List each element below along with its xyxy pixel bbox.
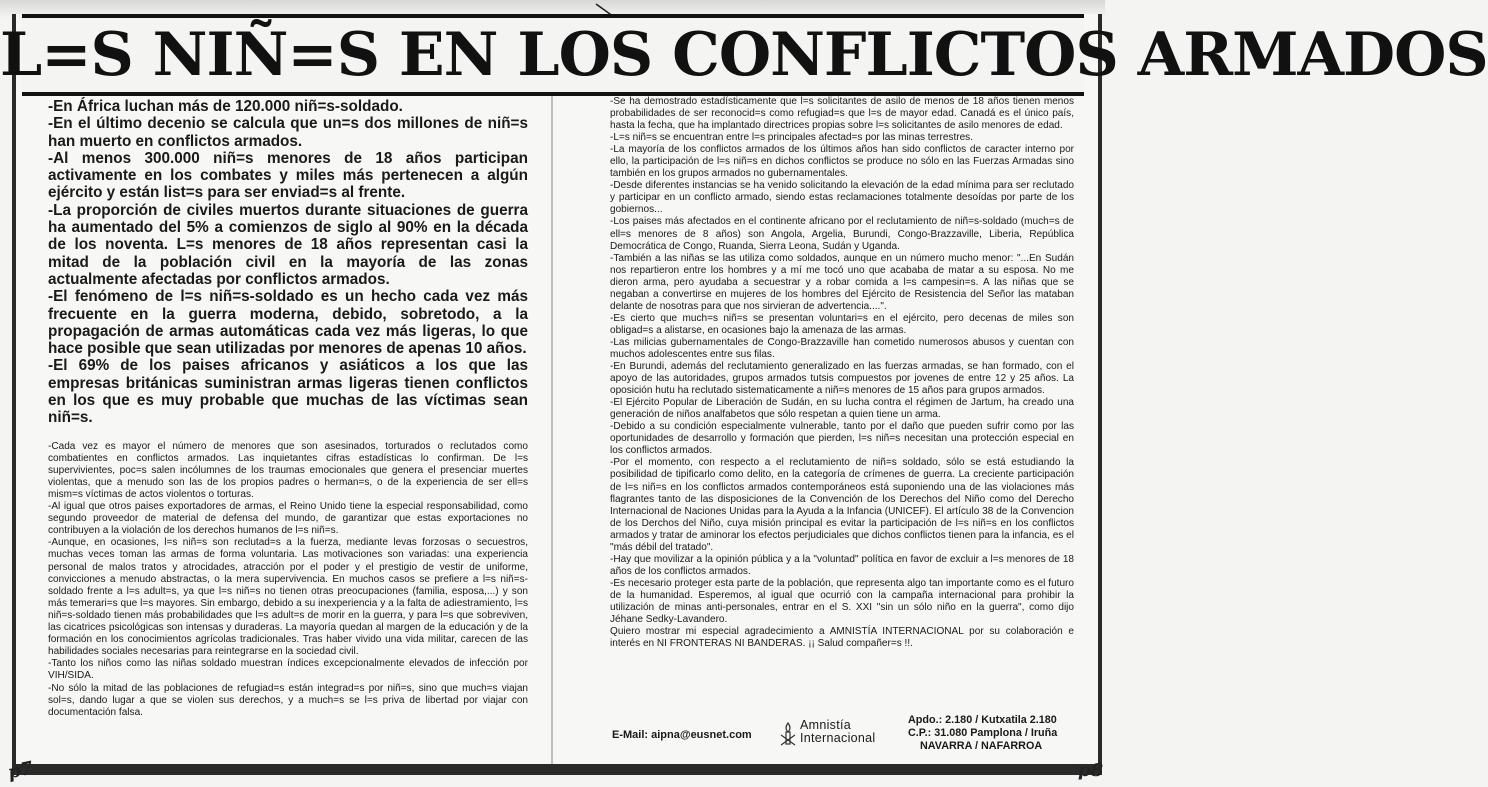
body-paragraph: -Debido a su condición especialmente vulnerable, tanto por el daño que pueden sufrir como por las oportunidades de desarrollo y formación que pierden, l=s niñ=s necesitan una protección especial en los conflictos armados. (610, 421, 1074, 457)
page-title: L=S NIÑ=S EN LOS CONFLICTOS ARMADOS (0, 20, 1488, 90)
body-paragraph: -Aunque, en ocasiones, l=s niñ=s son reclutad=s a la fuerza, mediante levas forzosas o secuestros, muchas veces toman las armas de forma voluntaria. Las motivaciones son variadas: una experiencia personal de malos tratos y atrocidades, atracción por el poder y el prestigio de vestir de uniforme, convicciones a menudo abstractas, o la mera supervivencia. En muchos casos se prefiere a l=s niñ=s-soldado frente a l=s adult=s, ya que l=s niñ=s no tienen otras preocupaciones (familia, esposa,...) y son más temerari=s que l=s mayores. Sin embargo, debido a su inexperiencia y a la falta de adiestramiento, l=s niñ=s-soldado tienen más probabilidades que l=s adult=s de morir en la guerra, y para l=s que sobreviven, las cicatrices psicológicas son intensas y duraderas. La mayoría quedan al margen de la educación y de la formación en los conocimientos agrícolas tradicionales. Tras haber vivido una vida militar, carecen de las habilidades sociales necesarias para reintegrarse en la sociedad civil. (48, 537, 528, 658)
bottom-border (12, 764, 1098, 774)
left-body-text (48, 441, 528, 719)
body-paragraph: -En Burundi, además del reclutamiento generalizado en las fuerzas armadas, se han formado, con el apoyo de las autoridades, grupos armados tutsis compuestos por jovenes de entre 12 y 25 años. La oposición hutu ha reclutado sistematicamente a niñ=s menores de 15 años para grupos armados. (610, 361, 1074, 397)
body-paragraph: -También a las niñas se las utiliza como soldados, aunque en un número mucho menor: "...En Sudán nos repartieron entre los hombres y a mí me tocó uno que acababa de matar a su esposa. No me dieron arma, pero ayudaba a secuestrar y a robar comida a l=s campesin=s. A las niñas que se negaban a convertirse en mujeres de los hombres del Ejército de Resistencia del Señor las mataban delante de nosotras para que nos sirvieran de advertencia....". (610, 252, 1074, 312)
body-paragraph: -Hay que movilizar a la opinión pública y a la "voluntad" política en favor de excluir a l=s menores de 18 años de los conflictos armados. (610, 553, 1074, 577)
body-paragraph: -La mayoría de los conflictos armados de los últimos años han sido conflictos de caracter interno por ello, la participación de l=s niñ=s en dichos conflictos se produce no sólo en las Fuerzas Armadas sino también en los grupos armados no gubernamentales. (610, 144, 1074, 180)
center-fold (551, 96, 553, 766)
body-paragraph: -L=s niñ=s se encuentran entre l=s principales afectad=s por las minas terrestres. (610, 132, 973, 144)
body-paragraph: -Desde diferentes instancias se ha venido solicitando la elevación de la edad mínima para ser reclutado y participar en un conflicto armado, siendo estas reclamaciones totalmente desoídas por parte de los gobiernos... (610, 180, 1074, 216)
right-body-text (610, 96, 1074, 650)
page-number-right: p8 (1078, 760, 1104, 781)
postal-address (908, 714, 1068, 753)
body-paragraph: -Al igual que otros paises exportadores de armas, el Reino Unido tiene la especial responsabilidad, como segundo proveedor de material de defensa del mundo, de garantizar que estas exportaciones no contribuyen a la violación de los derechos humanos de l=s niñ=s. (48, 501, 528, 537)
body-paragraph: -Las milicias gubernamentales de Congo-Brazzaville han cometido numerosos abusos y cuentan con muchos adolescentes entre sus filas. (610, 336, 1074, 360)
logo-line: Internacional (800, 731, 876, 745)
acknowledgement: Quiero mostrar mi especial agradecimiento a AMNISTÍA INTERNACIONAL por su colaboración e interés en NI FRONTERAS NI BANDERAS. ¡¡ Salud compañer=s !!. (610, 626, 1074, 650)
body-paragraph: -No sólo la mitad de las poblaciones de refugiad=s están integrad=s por niñ=s, sino que much=s viajan sol=s, dando lugar a que se violen sus derechos, y a much=s se l=s priva de libertad por viajar con documentación falsa. (48, 682, 528, 718)
logo-line: Amnistía (800, 718, 852, 732)
body-paragraph: -Es cierto que much=s niñ=s se presentan voluntari=s en el ejército, pero decenas de miles son obligad=s a alistarse, en ocasiones bajo la amenaza de las armas. (610, 312, 1074, 336)
page-number-left: p7 (6, 757, 36, 784)
body-paragraph: -El Ejército Popular de Liberación de Sudán, en su lucha contra el régimen de Jartum, ha creado una generación de niños analfabetos que sólo respetan a quien tiene un arma. (610, 397, 1074, 421)
address-line: NAVARRA / NAFARROA (920, 740, 1043, 752)
candle-icon (780, 721, 796, 749)
address-line: Apdo.: 2.180 / Kutxatila 2.180 (908, 714, 1057, 726)
body-paragraph: -Los paises más afectados en el continente africano por el reclutamiento de niñ=s-soldado (much=s de ell=s menores de 8 años) son Angola, Argelia, Burundi, Congo-Brazzaville, Liberia, República Democrática de Congo, Ruanda, Sierra Leona, Sudán y Uganda. (610, 216, 1074, 252)
fact-paragraph: -En el último decenio se calcula que un=s dos millones de niñ=s han muerto en conflictos armados. (48, 115, 528, 150)
fact-paragraph: -Al menos 300.000 niñ=s menores de 18 años participan activamente en los combates y miles más pertenecen a algún ejército y están list=s para ser enviad=s al frente. (48, 149, 528, 202)
body-paragraph: -Es necesario proteger esta parte de la población, que representa algo tan importante como es el futuro de la humanidad. Esperemos, al igual que ocurrió con la campaña internacional para prohibir la utilización de minas anti-personales, entrar en el S. XXI "sin un sólo niño en la guerra", como dijo Jéhane Sedky-Lavandero. (610, 577, 1074, 626)
body-paragraph: -Tanto los niños como las niñas soldado muestran índices excepcionalmente elevados de infección por VIH/SIDA. (48, 658, 528, 682)
fact-paragraph: -En África luchan más de 120.000 niñ=s-soldado. (48, 98, 403, 115)
contact-email: E-Mail: aipna@eusnet.com (612, 729, 752, 741)
fact-paragraph: -El fenómeno de l=s niñ=s-soldado es un hecho cada vez más frecuente en la guerra moderna, debido, sobretodo, a la propagación de armas automáticas cada vez más ligeras, lo que hace posible que sean utilizadas por menores de apenas 10 años. (48, 288, 528, 358)
address-line: C.P.: 31.080 Pamplona / Iruña (908, 727, 1058, 739)
logo-wordmark (800, 719, 875, 745)
key-facts (28, 98, 528, 427)
body-paragraph: -Cada vez es mayor el número de menores que son asesinados, torturados o reclutados como combatientes en conflictos armados. Las inquietantes cifras estadísticas lo confirman. De l=s supervivientes, poc=s salen incólumnes de los traumas emocionales que genera el presenciar muertes violentas, que a menudo son las de los propios padres o herman=s, o de la experiencia de ser ell=s mism=s víctimas de actos violentos o torturas. (48, 440, 528, 501)
amnesty-logo (780, 717, 876, 753)
body-paragraph: -Se ha demostrado estadísticamente que l=s solicitantes de asilo de menos de 18 años tienen menos probabilidades de ser reconocid=s como refugiad=s que l=s de mayor edad. Canadá es el único país, hasta la fecha, que ha implantado directrices propias sobre l=s solicitantes de asilo menores de edad. (610, 96, 1074, 132)
fact-paragraph: -El 69% de los paises africanos y asiáticos a los que las empresas británicas suministran armas ligeras tienen conflictos en los que es muy probable que muchas de las víctimas sean niñ=s. (48, 357, 528, 427)
left-column (28, 98, 528, 719)
fact-paragraph: -La proporción de civiles muertos durante situaciones de guerra ha aumentado del 5% a comienzos de siglo al 90% en la década de los noventa. L=s menores de 18 años representan casi la mitad de la población civil en la mayoría de las zonas actualmente afectadas por conflictos armados. (48, 201, 528, 288)
right-column (568, 96, 1086, 650)
body-paragraph: -Por el momento, con respecto a el reclutamiento de niñ=s soldado, sólo se está estudiando la posibilidad de tipificarlo como delito, en la categoría de crímenes de guerra. La creciente participación de l=s niñ=s en los conflictos armados contemporáneos está suponiendo una de las violaciones más flagrantes tanto de las disposiciones de la Convención de los Derechos del Niño como del Derecho Internacional de Naciones Unidas para la Ayuda a la Infancia (UNICEF). El artículo 38 de la Convencion de los Derchos del Niño, cuya misión principal es evitar la participación de l=s niñ=s en los conflictos armados y tratar de aminorar los efectos perjudiciales que dichos conflictos tienen para la infancia, es el "más débil del tratado". (610, 457, 1074, 553)
